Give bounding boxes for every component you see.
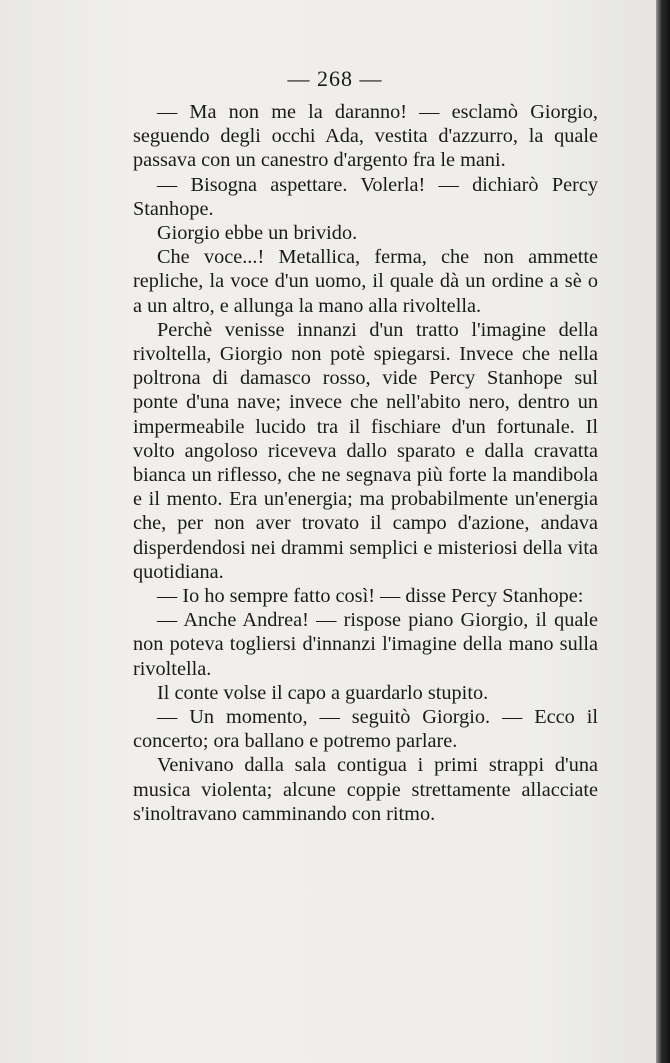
paragraph-2: — Bisogna aspettare. Volerla! — dichiarò Percy Stanhope. [133, 173, 598, 220]
paragraph-4: Che voce...! Metallica, ferma, che non ammette repliche, la voce d'un uomo, il quale dà un ordine a sè o a un altro, e allunga la mano alla rivoltella. [133, 246, 598, 317]
page-number: — 268 — [287, 66, 383, 91]
paragraph-5: Perchè venisse innanzi d'un tratto l'imagine della rivoltella, Giorgio non potè spiegarsi. Invece che nella poltrona di damasco rosso, vide Percy Stanhope sul ponte d'una nave; invece che nell'abito nero, dentro un impermeabile lucido tra il fischiare d'un fortunale. Il volto angoloso riceveva dallo sparato e dalla cravatta bianca un riflesso, che ne segnava più forte la mandibola e il mento. Era un'energia; ma probabilmente un'energia che, per non aver trovato il campo d'azione, andava disperdendosi nei drammi semplici e misteriosi della vita quotidiana. [133, 318, 598, 583]
paragraph-3: Giorgio ebbe un brivido. [157, 222, 358, 245]
paragraph-10: Venivano dalla sala contigua i primi strappi d'una musica violenta; alcune coppie strettamente allacciate s'inoltravano camminando con ritmo. [133, 754, 598, 825]
paragraph-6: — Io ho sempre fatto così! — disse Percy Stanhope: [157, 585, 584, 608]
paragraph-9: — Un momento, — seguitò Giorgio. — Ecco il concerto; ora ballano e potremo parlare. [133, 706, 598, 753]
paragraph-1: — Ma non me la daranno! — esclamò Giorgio, seguendo degli occhi Ada, vestita d'azzurro, la quale passava con un canestro d'argento fra le mani. [133, 101, 598, 172]
paragraph-7: — Anche Andrea! — rispose piano Giorgio, il quale non poteva togliersi d'innanzi l'imagine della mano sulla rivoltella. [133, 609, 598, 680]
paragraph-8: Il conte volse il capo a guardarlo stupito. [157, 681, 489, 704]
book-spine-edge [656, 0, 670, 1063]
body-text [133, 100, 598, 826]
